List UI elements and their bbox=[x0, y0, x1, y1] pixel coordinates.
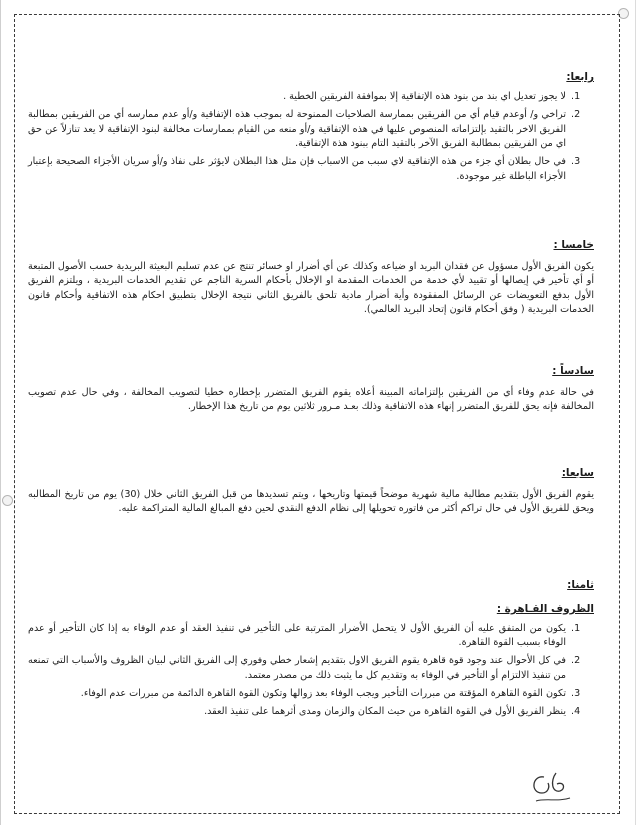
section-heading: سادساً : bbox=[552, 365, 594, 377]
section-paragraph: في حالة عدم وفاء أي من الفريقين بإلتزاماته المبينة أعلاه يقوم الفريق المتضرر بإخطاره خطيا لتصويب المخالفة ، وفي حال عدم تصويب المخالفة فإنه يحق للفريق المتضرر إنهاء هذه الاتفاقية وذلك بعـد مـرور ثلاثين يوم من تاريخ هذا الإخطار. bbox=[28, 386, 594, 413]
list-item: 3. في حال بطلان أي جزء من هذه الإتفاقية لاي سبب من الاسباب فإن مثل هذا البطلان لايؤثر على نفاذ و/أو سريان الأجزاء الصحيحة بإعتبار الأجزاء الباطلة غير موجودة. bbox=[28, 155, 568, 184]
section-fifth bbox=[28, 238, 594, 317]
list-item: 1. يكون من المتفق عليه أن الفريق الأول لا يتحمل الأضرار المترتبة على التأخير في تنفيذ العقد أو عدم الوفاء به إذا كان التأخير أو عدم الوفاء بسبب القوة القاهرة. bbox=[28, 622, 568, 651]
clause-list bbox=[28, 90, 594, 184]
list-item: 1. لا يجوز تعديل اي بند من بنود هذه الإتفاقية إلا بموافقة الفريقين الخطية . bbox=[28, 90, 568, 104]
handwritten-initials bbox=[526, 767, 576, 807]
section-subheading: الظروف القـاهرة : bbox=[496, 602, 594, 615]
section-heading: خامسا : bbox=[553, 239, 594, 251]
list-item: 2. تراخي و/ أوعدم قيام أي من الفريقين بممارسة الصلاحيات الممنوحة له بموجب هذه الإتفاقية و/أو عدم ممارسه أي من الفريقين بمطالبة الفريق الاخر بالتقيد بإلتزاماته المنصوص عليها في هذه الإتفاقية و/أو منعه من القيام بممارسات مخالفة لبنود الإتفاقية لا يعد تنازلاً عن حق اي من الفريقين بمطالبة الفريق الآخر بالتقيد التام ببنود هذة الإتفاقية. bbox=[28, 108, 568, 151]
section-seventh bbox=[28, 466, 594, 517]
list-item: 3. تكون القوة القاهرة المؤقتة من مبررات التأخير ويجب الوفاء بعد زوالها وتكون القوة القاهرة الدائمة من مبررات عدم الوفاء. bbox=[28, 687, 568, 701]
section-paragraph: يقوم الفريق الأول بتقديم مطالبة مالية شهرية موضحاً قيمتها وتاريخها ، ويتم تسديدها من قبل الفريق الثاني خلال (30) يوم من تاريخ المطالبه ويحق للفريق الأول في حال تراكم أكثر من فاتوره تحويلها إلى نظام الدفع النقدي لحين دفع المبالغ المالية المتراكمة عليه. bbox=[28, 488, 595, 515]
section-eighth bbox=[28, 578, 594, 724]
list-item: 2. في كل الأحوال عند وجود قوة قاهرة يقوم الفريق الاول بتقديم إشعار خطي وفوري إلى الفريق الثاني لبيان الظروف والأسباب التي تمنعه من تنفيذ الالتزام أو التأخير في الوفاء به وتقديم كل ما يثبت ذلك من مصدر معتمد. bbox=[28, 654, 568, 683]
section-paragraph: يكون الفريق الأول مسؤول عن فقدان البريد او ضياعه وكذلك عن أي أضرار او خسائر تنتج عن عدم تسليم البعيثة البريدية حسب الأصول المتبعة أو أي تأخير في إيصالها أو تقييد لأي خدمة من الخدمات المقدمة او الإخلال بأحكام السرية الناجم عن تقديم الخدمات البريدية ، ويلتزم الفريق الأول بدفع التعويضات عن الرسائل المفقودة وأية أضرار مادية تلحق بالفريق الثاني نتيجة الإخلال بتطبيق احكام هذه الاتفاقية وأحكام قانون الخدمات البريدية ( وفق أحكام قانون إتحاد البريد العالمي). bbox=[28, 260, 594, 315]
clause-list bbox=[28, 622, 594, 720]
section-fourth bbox=[28, 70, 594, 188]
section-sixth bbox=[28, 364, 594, 415]
list-item: 4. ينظر الفريق الأول في القوة القاهرة من حيث المكان والزمان ومدى أثرهما على تنفيذ العقد. bbox=[28, 705, 568, 719]
section-heading: ثامنا: bbox=[567, 579, 594, 591]
punch-hole bbox=[2, 495, 13, 506]
section-heading: رابعا: bbox=[566, 71, 594, 83]
section-heading: سابعا: bbox=[561, 467, 594, 479]
